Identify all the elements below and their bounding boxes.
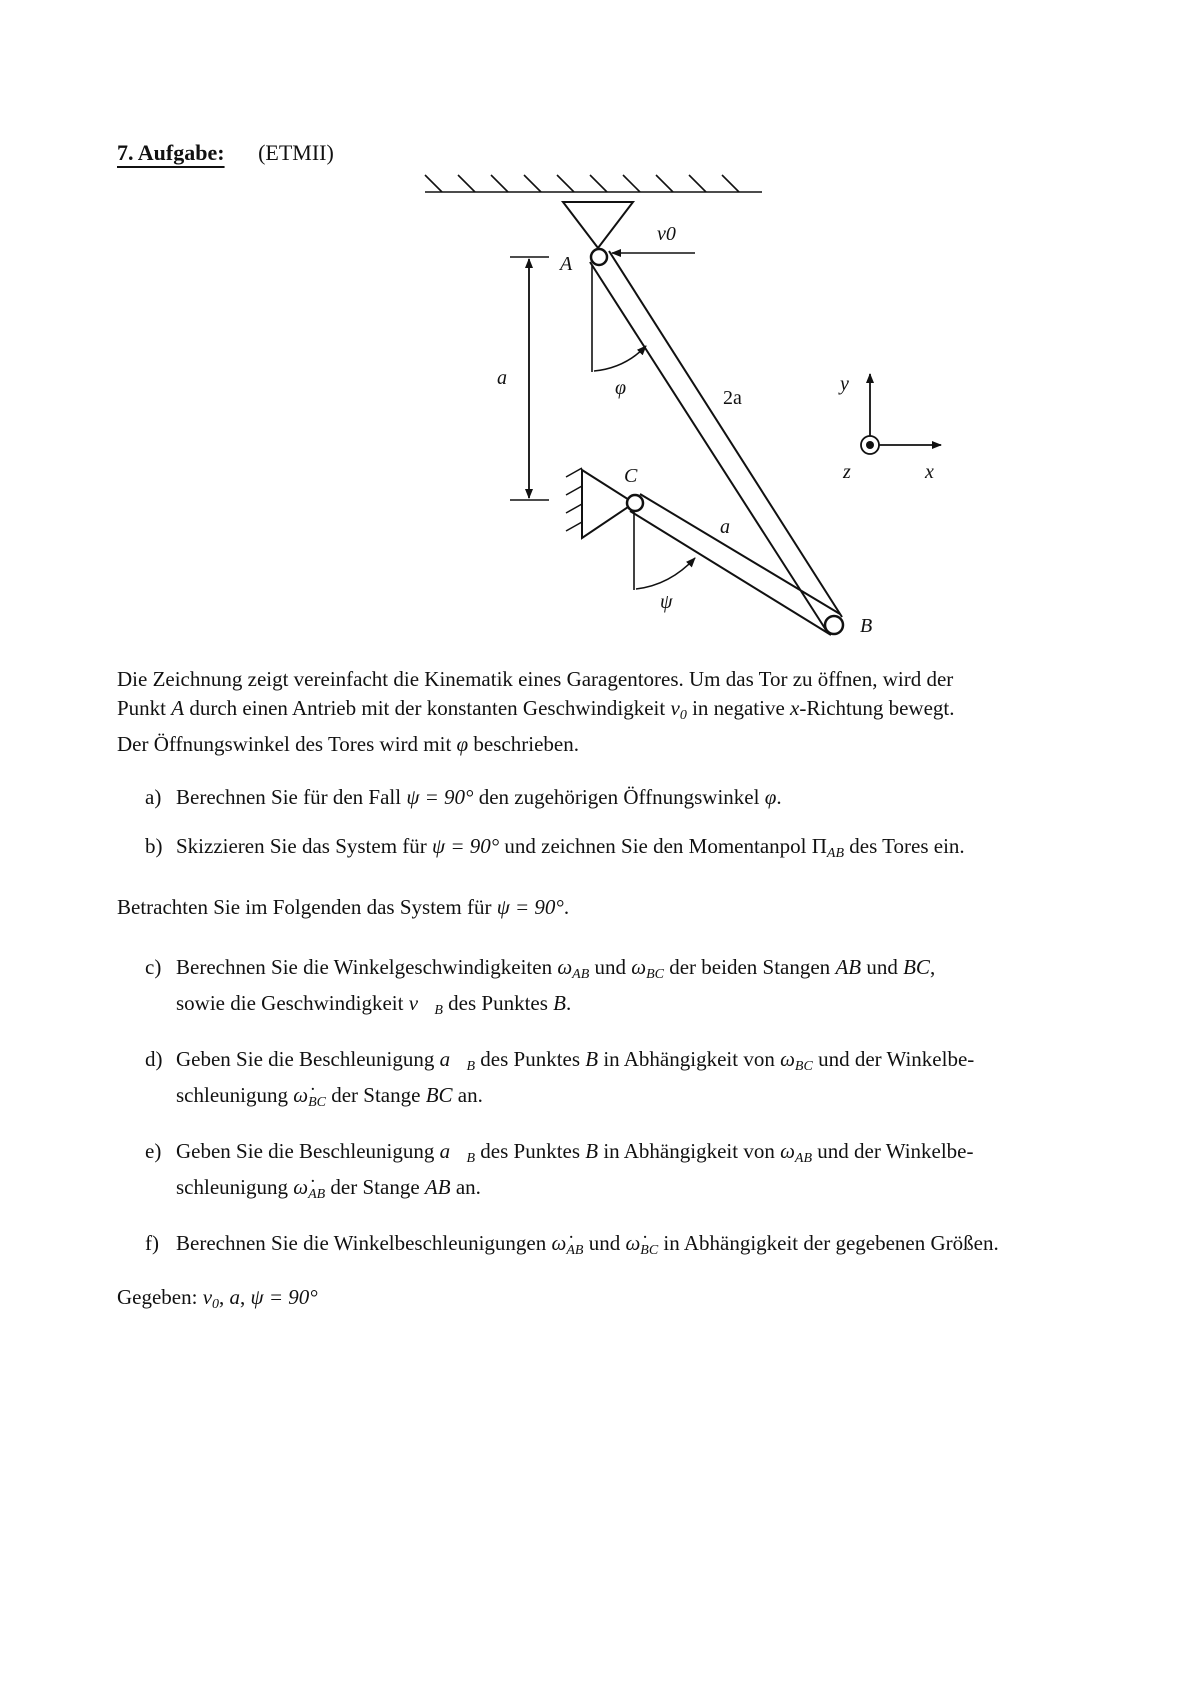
dimension-a — [510, 257, 549, 500]
label-b-point: B — [860, 615, 873, 637]
label-axis-y: y — [840, 373, 849, 395]
label-c-point: C — [624, 465, 638, 487]
joint-c — [627, 495, 643, 511]
label-a-point: A — [560, 253, 573, 275]
joint-b — [825, 616, 843, 634]
label-v0: v0 — [657, 223, 676, 245]
given-line: Gegeben: $v_0$, a, ψ = 90° — [117, 1285, 318, 1312]
kinematics-figure — [0, 160, 1200, 660]
subtask-f: f) Berechnen Sie die Winkelbeschleunigungen $\omegȧ_{AB}$ und $\omegȧ_{BC}$ in Abhängigkeit der gegebenen Größen. — [145, 1231, 999, 1258]
subtask-list-cf — [117, 953, 1097, 1285]
coordinate-system — [861, 374, 941, 454]
intro-line-2: Punkt A durch einen Antrieb mit der konstanten Geschwindigkeit $v_0$ in negative x-Richtung bewegt. — [117, 696, 955, 723]
consider-paragraph: Betrachten Sie im Folgenden das System für ψ = 90°. — [117, 895, 570, 919]
subtask-list-ab — [117, 783, 1097, 888]
bar-ab — [590, 251, 842, 630]
joint-a — [591, 249, 607, 265]
task-number: 7. Aufgabe: — [117, 140, 225, 165]
intro-line-1: Die Zeichnung zeigt vereinfacht die Kinematik eines Garagentores. Um das Tor zu öffnen, wird der — [117, 667, 954, 691]
subtask-b: b) Skizzieren Sie das System für ψ = 90° und zeichnen Sie den Momentanpol $\Pi_{AB}$ des Tores ein. — [145, 834, 965, 861]
ceiling — [425, 175, 762, 192]
support-a — [563, 202, 633, 248]
angle-psi — [634, 512, 695, 590]
angle-phi — [592, 265, 646, 372]
task-tag: (ETMII) — [258, 140, 334, 165]
subtask-e: e) Geben Sie die Beschleunigung $a⃗_B$ des Punktes B in Abhängigkeit von $\omega_{AB}$ und der Winkelbe- schleunigung $\omegȧ_{AB}$ der Stange AB an. — [145, 1139, 974, 1202]
label-phi: φ — [615, 377, 627, 399]
intro-paragraph — [117, 665, 1097, 759]
label-a-bc: a — [720, 516, 730, 538]
label-dim-a: a — [497, 367, 507, 389]
label-2a: 2a — [723, 387, 742, 409]
subtask-d: d) Geben Sie die Beschleunigung $a⃗_B$ des Punktes B in Abhängigkeit von $\omega_{BC}$ und der Winkelbe- schleunigung $\omegȧ_{BC}$ der Stange BC an. — [145, 1047, 975, 1110]
subtask-c: c) Berechnen Sie die Winkelgeschwindigkeiten $\omega_{AB}$ und $\omega_{BC}$ der beiden Stangen AB und BC, sowie die Geschwindigkeit $v⃗_B$ des Punktes B. — [145, 955, 936, 1018]
intro-line-3: Der Öffnungswinkel des Tores wird mit φ beschrieben. — [117, 732, 579, 756]
label-axis-z: z — [843, 461, 851, 483]
label-axis-x: x — [925, 461, 934, 483]
label-psi: ψ — [660, 591, 673, 613]
subtask-a: a) Berechnen Sie für den Fall ψ = 90° den zugehörigen Öffnungswinkel φ. — [145, 785, 782, 809]
